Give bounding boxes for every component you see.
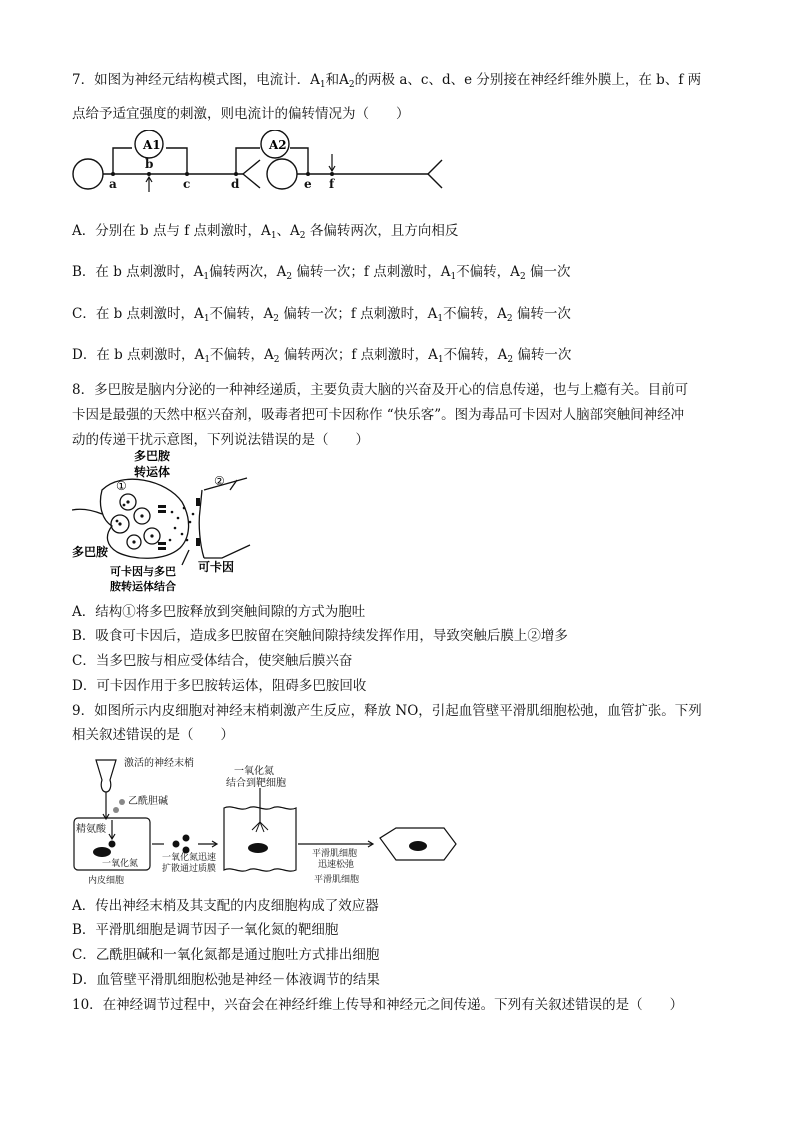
label-dopamine: 多巴胺 <box>72 545 109 559</box>
q9-no-pathway-diagram <box>72 752 462 888</box>
q8-stem-line3: 动的传递干扰示意图，下列说法错误的是（ ） <box>72 432 369 448</box>
label-structure-1: ① <box>116 479 127 493</box>
q8-option-C[interactable]: C．当多巴胺与相应受体结合，使突触后膜兴奋 <box>72 653 353 669</box>
q9-option-B[interactable]: B．平滑肌细胞是调节因子一氧化氮的靶细胞 <box>72 922 339 938</box>
smooth-muscle-nucleus-2 <box>409 841 427 851</box>
q8-stem-line2: 卡因是最强的天然中枢兴奋剂，吸毒者把可卡因称作 “快乐客”。图为毒品可卡因对人脑部突触间神经冲 <box>72 407 685 423</box>
label-no-diffuse-1: 一氧化氮迅速 <box>162 853 217 863</box>
label-arginine: 精氨酸 <box>76 824 106 835</box>
q7-stem-line1: 7．如图为神经元结构模式图，电流计．$A_1$和$A_2$的两极 a、c、d、e 分别接在神经纤维外膜上，在 b、f 两 <box>72 72 702 90</box>
label-no-bind-2: 结合到靶细胞 <box>226 778 286 789</box>
label-no-diffuse-2: 扩散通过质膜 <box>162 864 217 874</box>
label-f: f <box>329 177 335 191</box>
label-endothelial: 内皮细胞 <box>88 876 125 886</box>
label-nerve: 激活的神经末梢 <box>124 758 194 769</box>
label-A1: A1 <box>143 138 161 152</box>
q10-stem-line1: 10．在神经调节过程中，兴奋会在神经纤维上传导和神经元之间传递。下列有关叙述错误的是（ ） <box>72 997 684 1013</box>
label-d: d <box>231 177 240 191</box>
q8-stem-line1: 8．多巴胺是脑内分泌的一种神经递质，主要负责大脑的兴奋及开心的信息传递，也与上瘾有关。目前可 <box>72 382 689 398</box>
q7-stem-line2: 点给予适宜强度的刺激，则电流计的偏转情况为（ ） <box>72 106 410 122</box>
label-b: b <box>145 157 154 171</box>
label-cocaine: 可卡因 <box>198 560 235 574</box>
q9-stem-line1: 9．如图所示内皮细胞对神经末梢刺激产生反应，释放 NO，引起血管壁平滑肌细胞松弛，血管扩张。下列 <box>72 703 702 719</box>
label-transporter-2: 转运体 <box>134 465 171 479</box>
soma-left-circle <box>73 159 103 189</box>
label-c: c <box>183 177 191 191</box>
q8-synapse-diagram <box>72 450 262 596</box>
q8-option-D[interactable]: D．可卡因作用于多巴胺转运体，阻碍多巴胺回收 <box>72 678 367 694</box>
q7-option-B[interactable]: B．在 b 点刺激时，$A_1$偏转两次，$A_2$ 偏转一次；f 点刺激时，$A_1$不偏转，$A_2$ 偏一次 <box>72 264 571 282</box>
label-ach: 乙酰胆碱 <box>128 796 168 807</box>
endothelial-nucleus <box>93 847 111 857</box>
q9-option-C[interactable]: C．乙酰胆碱和一氧化氮都是通过胞吐方式排出细胞 <box>72 947 380 963</box>
label-e: e <box>304 177 312 191</box>
q9-stem-line2: 相关叙述错误的是（ ） <box>72 727 234 743</box>
smooth-muscle-nucleus-1 <box>248 843 268 853</box>
q9-option-D[interactable]: D．血管壁平滑肌细胞松弛是神经－体液调节的结果 <box>72 972 380 988</box>
q7-option-A[interactable]: A．分别在 b 点与 f 点刺激时，$A_1$、$A_2$ 各偏转两次，且方向相反 <box>72 223 459 241</box>
label-binding-1: 可卡因与多巴 <box>110 565 176 578</box>
q9-option-A[interactable]: A．传出神经末梢及其支配的内皮细胞构成了效应器 <box>72 898 379 914</box>
label-no: 一氧化氮 <box>102 859 139 869</box>
label-relax-2: 迅速松弛 <box>318 860 355 870</box>
q8-option-B[interactable]: B．吸食可卡因后，造成多巴胺留在突触间隙持续发挥作用，导致突触后膜上②增多 <box>72 628 568 644</box>
label-binding-2: 胺转运体结合 <box>110 580 176 593</box>
label-relax-1: 平滑肌细胞 <box>312 849 358 859</box>
label-a: a <box>109 177 117 191</box>
label-A2: A2 <box>269 138 287 152</box>
q7-option-C[interactable]: C．在 b 点刺激时，$A_1$不偏转，$A_2$ 偏转一次；f 点刺激时，$A_1$不偏转，$A_2$ 偏转一次 <box>72 306 571 324</box>
presynaptic-terminal <box>100 479 188 558</box>
q8-option-A[interactable]: A．结构①将多巴胺释放到突触间隙的方式为胞吐 <box>72 604 366 620</box>
soma-right-circle <box>267 159 297 189</box>
q7-option-D[interactable]: D．在 b 点刺激时，$A_1$不偏转，$A_2$ 偏转两次；f 点刺激时，$A_1$不偏转，$A_2$ 偏转一次 <box>72 347 572 365</box>
label-no-bind-1: 一氧化氮 <box>234 766 274 777</box>
label-structure-2: ② <box>214 474 225 488</box>
label-transporter-1: 多巴胺 <box>134 450 171 463</box>
nerve-terminal <box>96 760 116 792</box>
label-smooth-muscle: 平滑肌细胞 <box>314 875 360 885</box>
q7-neuron-diagram <box>70 130 450 192</box>
